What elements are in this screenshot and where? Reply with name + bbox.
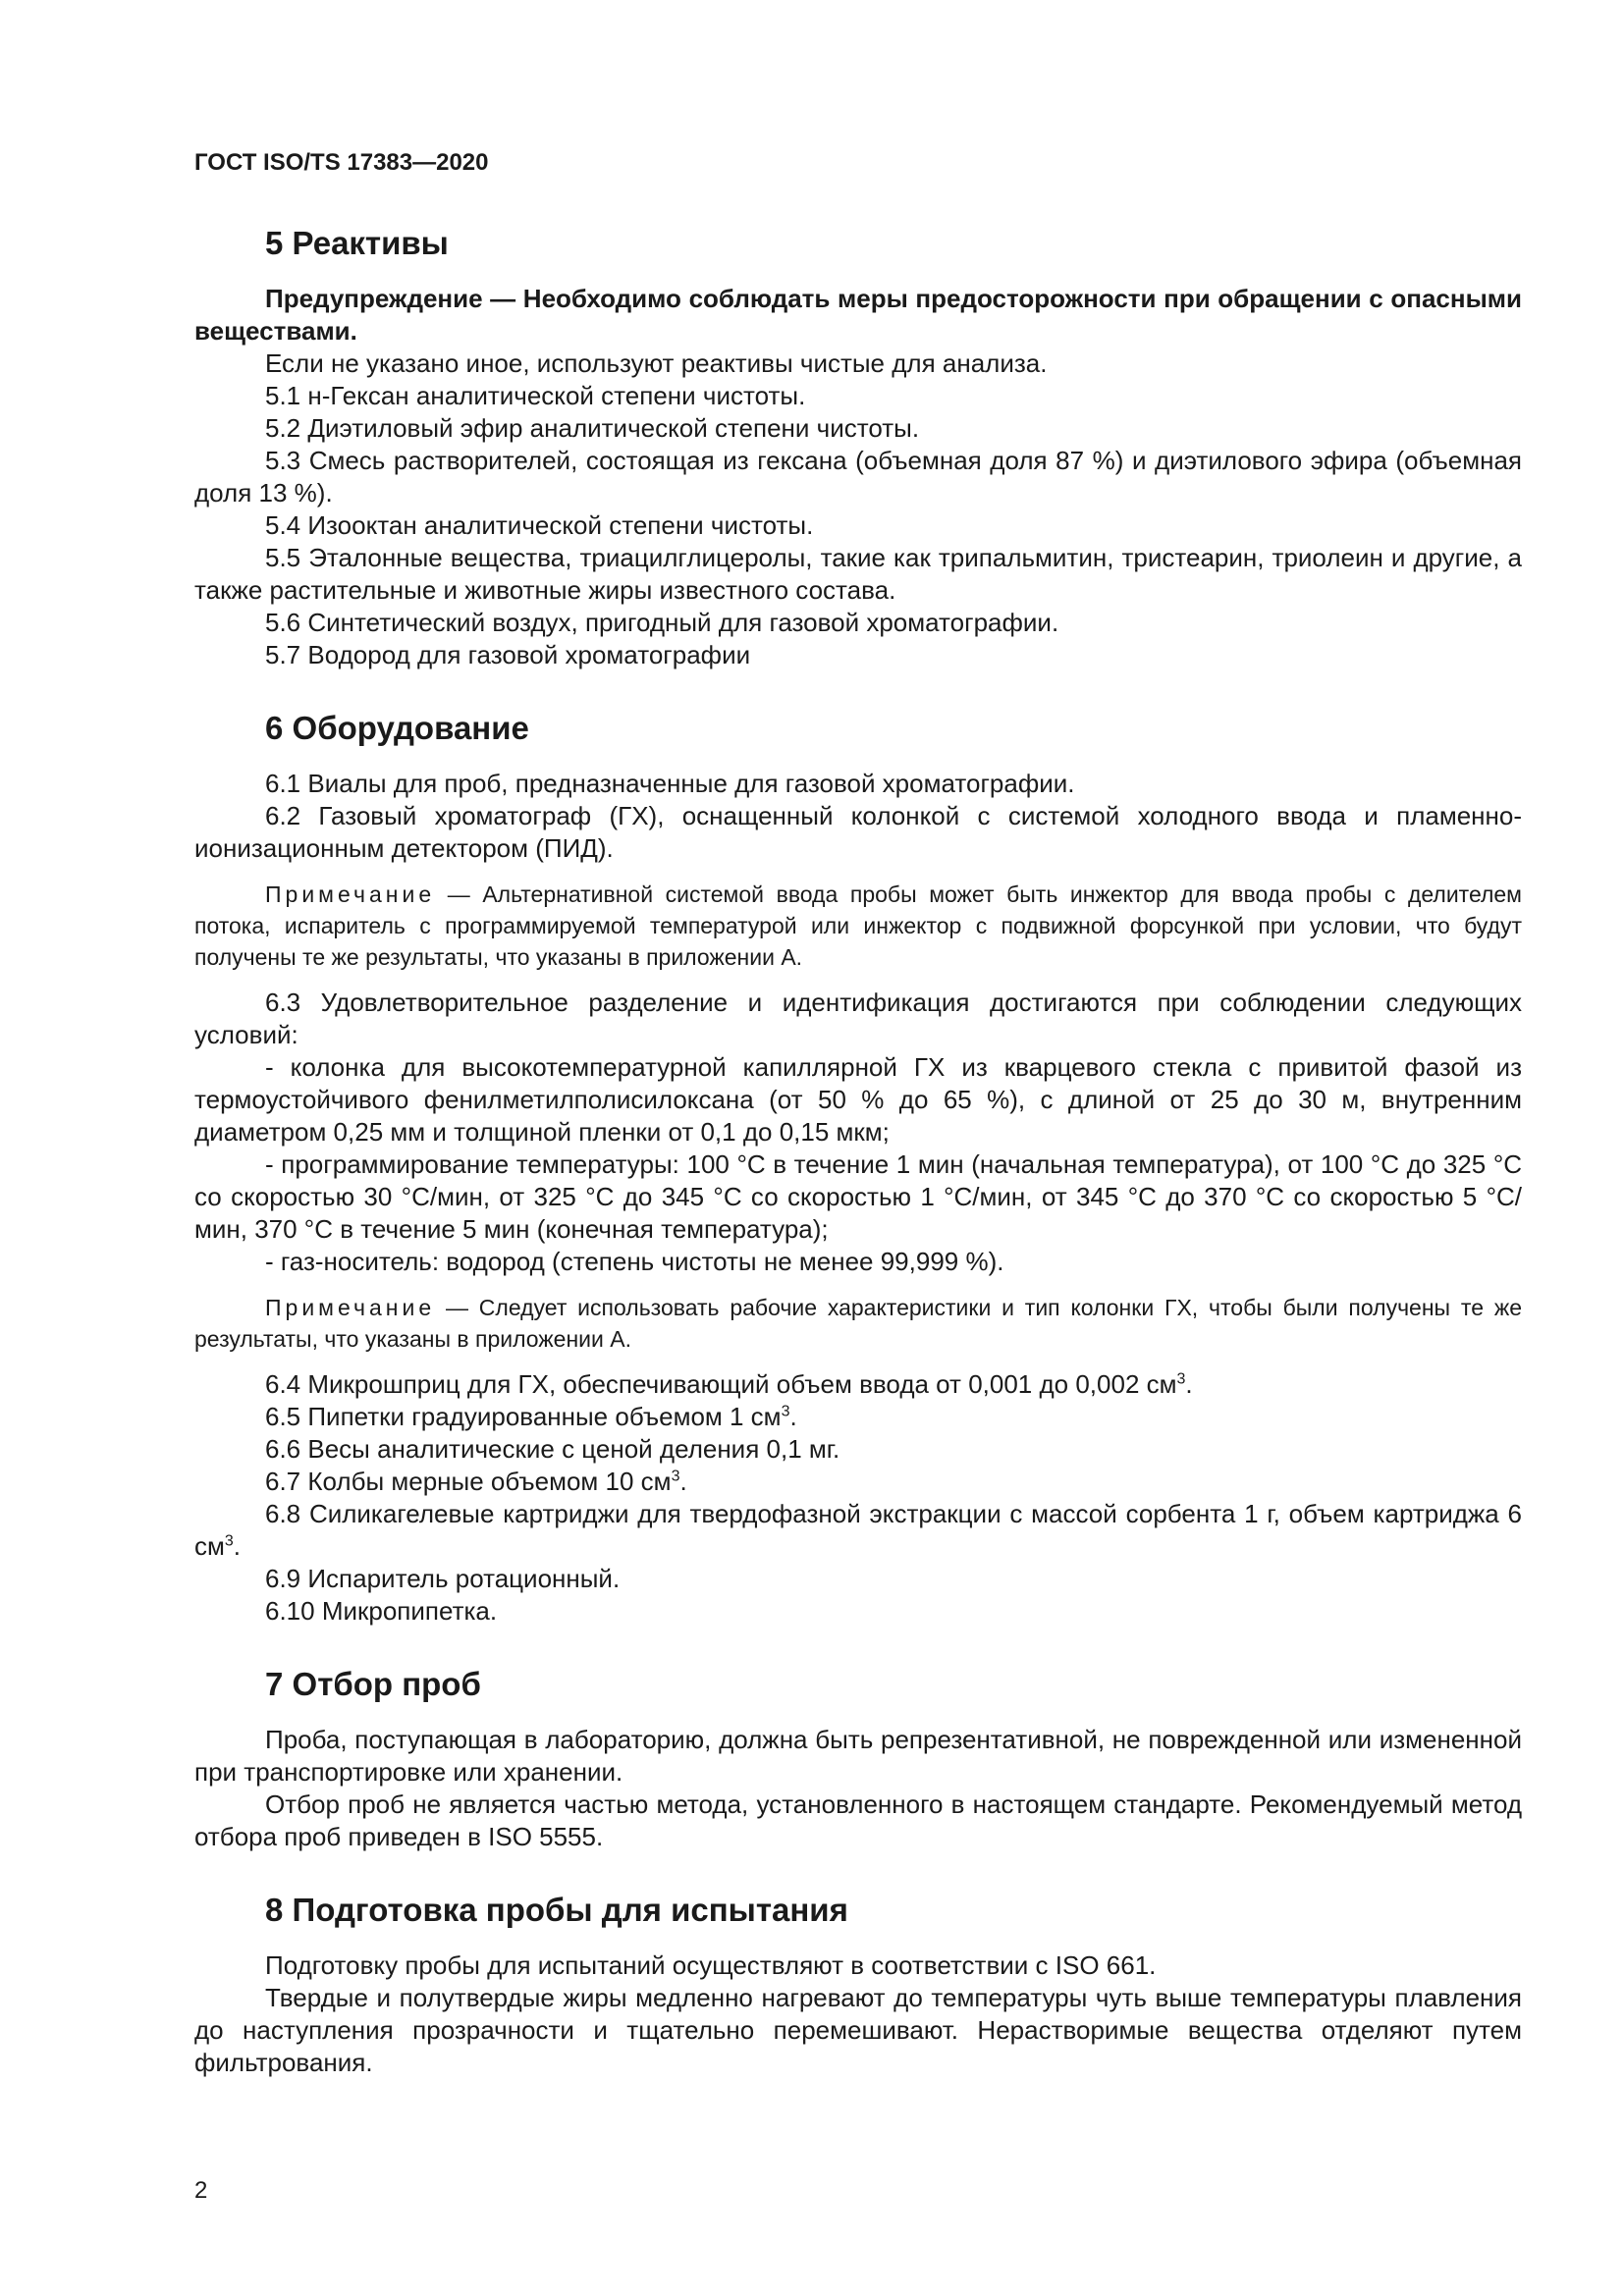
- list-item: 6.5 Пипетки градуированные объемом 1 $см^3$.: [265, 1402, 797, 1431]
- superscript: 3: [671, 1468, 680, 1485]
- warning-paragraph: Предупреждение — Необходимо соблюдать меры предосторожности при обращении с опасными веществами.: [194, 284, 1522, 346]
- list-item: 6.2 Газовый хроматограф (ГХ), оснащенный колонкой с системой холодного ввода и пламенно-ионизационным детектором (ПИД).: [194, 801, 1522, 863]
- list-item: 6.9 Испаритель ротационный.: [265, 1564, 621, 1593]
- section-8-heading: 8 Подготовка пробы для испытания: [265, 1892, 848, 1928]
- note-text: — Альтернативной системой ввода пробы может быть инжектор для ввода пробы с делителем потока, испаритель с программируемой температурой или инжектор с подвижной форсункой при условии, что будут получены те же результаты, что указаны в приложении А.: [194, 881, 1522, 970]
- list-item: 5.3 Смесь растворителей, состоящая из гексана (объемная доля 87 %) и диэтилового эфира (объемная доля 13 %).: [194, 446, 1522, 507]
- list-item: 6.3 Удовлетворительное разделение и идентификация достигаются при соблюдении следующих условий:: [194, 988, 1522, 1049]
- list-item-text: 6.5 Пипетки градуированные объемом 1 см: [265, 1402, 782, 1431]
- list-item-text: 6.4 Микрошприц для ГХ, обеспечивающий объем ввода от 0,001 до 0,002 см: [265, 1369, 1177, 1399]
- list-item: 5.5 Эталонные вещества, триацилглицеролы, такие как трипальмитин, тристеарин, триолеин и другие, а также растительные и животные жиры известного состава.: [194, 543, 1522, 605]
- paragraph: Отбор проб не является частью метода, установленного в настоящем стандарте. Рекомендуемый метод отбора проб приведен в ISO 5555.: [194, 1789, 1522, 1851]
- note-label: Примечание: [265, 881, 436, 907]
- document-header: ГОСТ ISO/TS 17383—2020: [194, 149, 489, 176]
- list-item: 5.4 Изооктан аналитической степени чистоты.: [265, 510, 814, 540]
- paragraph: Подготовку пробы для испытаний осуществляют в соответствии с ISO 661.: [265, 1950, 1157, 1980]
- list-item: 5.1 н-Гексан аналитической степени чистоты.: [265, 381, 806, 410]
- document-body: [194, 224, 1522, 2116]
- section-6: [194, 709, 1522, 1628]
- list-item: 6.1 Виалы для проб, предназначенные для газовой хроматографии.: [265, 769, 1075, 798]
- list-item-text: 6.7 Колбы мерные объемом 10 см: [265, 1467, 672, 1496]
- list-item: 6.7 Колбы мерные объемом 10 $см^3$.: [265, 1467, 687, 1496]
- list-item: 6.6 Весы аналитические с ценой деления 0,1 мг.: [265, 1434, 840, 1464]
- paragraph: Твердые и полутвердые жиры медленно нагревают до температуры чуть выше температуры плавления до наступления прозрачности и тщательно перемешивают. Нерастворимые вещества отделяют путем фильтрования.: [194, 1983, 1522, 2077]
- section-5-heading: 5 Реактивы: [265, 225, 449, 261]
- section-7: [194, 1665, 1522, 1853]
- paragraph: Проба, поступающая в лабораторию, должна быть репрезентативной, не поврежденной или измененной при транспортировке или хранении.: [194, 1725, 1522, 1787]
- page-number: 2: [194, 2177, 208, 2204]
- condition-item: - газ-носитель: водород (степень чистоты не менее 99,999 %).: [265, 1247, 1004, 1276]
- list-item: 5.7 Водород для газовой хроматографии: [265, 640, 751, 669]
- superscript: 3: [1176, 1370, 1186, 1388]
- section-5: [194, 224, 1522, 671]
- condition-item: - программирование температуры: 100 °С в течение 1 мин (начальная температура), от 100 °С до 325 °С со скоростью 30 °С/мин, от 325 °С до 345 °С со скоростью 1 °С/мин, от 345 °С до 370 °С со скоростью 5 °С/мин, 370 °С в течение 5 мин (конечная температура);: [194, 1149, 1522, 1244]
- paragraph: Если не указано иное, используют реактивы чистые для анализа.: [265, 348, 1048, 378]
- superscript: 3: [781, 1403, 790, 1420]
- note-text: — Следует использовать рабочие характеристики и тип колонки ГХ, чтобы были получены те же результаты, что указаны в приложении А.: [194, 1295, 1522, 1352]
- list-item: 6.10 Микропипетка.: [265, 1596, 498, 1626]
- list-item: 6.8 Силикагелевые картриджи для твердофазной экстракции с массой сорбента 1 г, объем картриджа 6 $см^3$.: [194, 1499, 1522, 1561]
- note: [194, 879, 1522, 973]
- section-7-heading: 7 Отбор проб: [265, 1666, 481, 1702]
- section-6-heading: 6 Оборудование: [265, 710, 529, 746]
- list-item: 5.2 Диэтиловый эфир аналитической степени чистоты.: [265, 413, 920, 443]
- note-label: Примечание: [265, 1295, 436, 1320]
- condition-item: - колонка для высокотемпературной капиллярной ГХ из кварцевого стекла с привитой фазой из термоустойчивого фенилметилполисилоксана (от 50 % до 65 %), с длиной от 25 до 30 м, внутренним диаметром 0,25 мм и толщиной пленки от 0,1 до 0,15 мкм;: [194, 1052, 1522, 1147]
- list-item: 5.6 Синтетический воздух, пригодный для газовой хроматографии.: [265, 608, 1059, 637]
- superscript: 3: [224, 1532, 234, 1550]
- note: [194, 1292, 1522, 1355]
- list-item: 6.4 Микрошприц для ГХ, обеспечивающий объем ввода от 0,001 до 0,002 $см^3$.: [265, 1369, 1193, 1399]
- section-8: [194, 1891, 1522, 2079]
- list-item-text: 6.8 Силикагелевые картриджи для твердофазной экстракции с массой сорбента 1 г, объем картриджа 6 см: [194, 1499, 1522, 1561]
